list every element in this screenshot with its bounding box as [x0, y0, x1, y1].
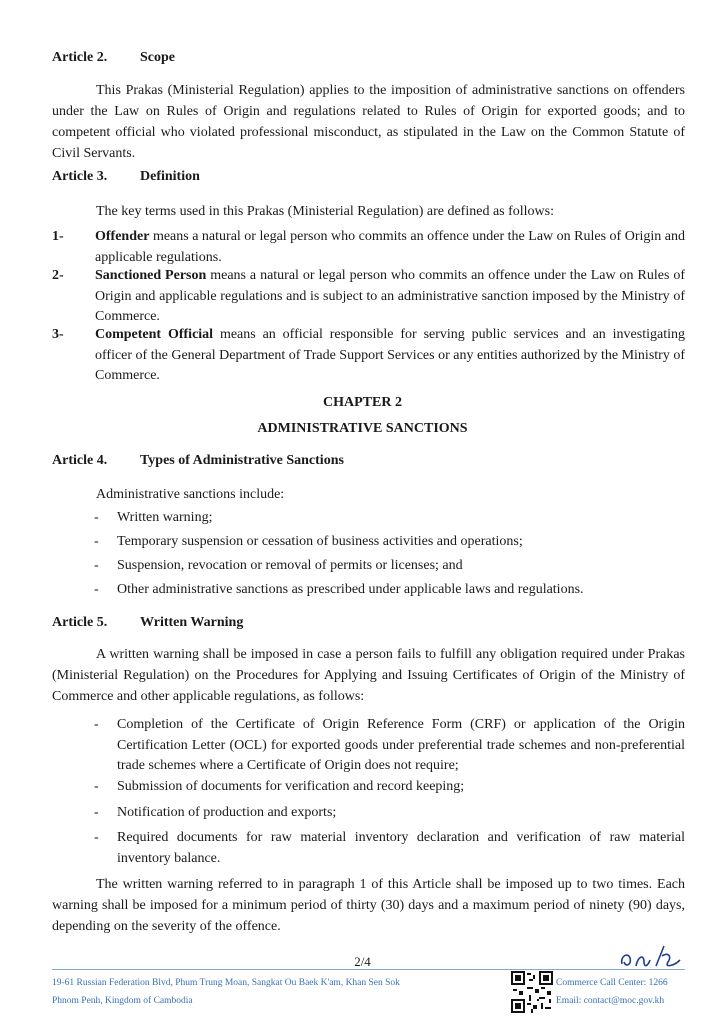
paragraph-text: This Prakas (Ministerial Regulation) applies to the imposition of administrative sanctions on offenders under the Law on Rules of Origin and regulations related to Rules of Origin for exported goods; and to competent official who violated professional misconduct, as stipulated in the Law on the Common Statute of Civil Servants.: [52, 83, 685, 161]
list-item: - Written warning;: [94, 510, 213, 525]
article-3-lead: The key terms used in this Prakas (Ministerial Regulation) are defined as follows:: [96, 204, 555, 219]
paragraph-text: A written warning shall be imposed in case a person fails to fulfill any obligation required under Prakas (Ministerial Regulation) on the Procedures for Applying and Issuing Certificates of Origin of the Ministry of Commerce and other applicable regulations, as follows:: [52, 647, 685, 704]
list-item: - Temporary suspension or cessation of business activities and operations;: [94, 534, 523, 549]
article-5-closing: [52, 874, 685, 937]
article-5-paragraph: [52, 644, 685, 707]
definition-term: Sanctioned Person: [95, 268, 207, 283]
definition-text: means a natural or legal person who commits an offence under the Law on Rules of Origin and applicable regulations and is subject to an administrative sanction imposed by the Ministry of Commerce.: [95, 268, 685, 324]
item-number: 1-: [52, 229, 64, 244]
chapter-title: ADMINISTRATIVE SANCTIONS: [257, 421, 468, 436]
article-title: Types of Administrative Sanctions: [140, 453, 344, 468]
item-number: 2-: [52, 268, 64, 283]
list-item: - Other administrative sanctions as prescribed under applicable laws and regulations.: [94, 582, 584, 597]
definition-item: [52, 227, 685, 268]
article-number: Article 3.: [52, 169, 108, 184]
article-number: Article 4.: [52, 453, 108, 468]
article-number: Article 2.: [52, 50, 108, 65]
definition-text: means an official responsible for serving public services and an investigating officer of the General Department of Trade Support Services or any entities authorized by the Ministry of Commerce.: [95, 327, 685, 383]
footer-address-line1: 19-61 Russian Federation Blvd, Phum Trung Moan, Sangkat Ou Baek K'am, Khan Sen Sok: [52, 978, 400, 988]
chapter-label: CHAPTER 2: [323, 395, 402, 410]
list-item: - Suspension, revocation or removal of permits or licenses; and: [94, 558, 463, 573]
qr-code-icon: [511, 971, 553, 1013]
article-title: Written Warning: [140, 615, 244, 630]
list-item: - Required documents for raw material inventory declaration and verification of raw material inventory balance.: [94, 830, 685, 866]
definition-text: means a natural or legal person who commits an offence under the Law on Rules of Origin and applicable regulations.: [95, 229, 685, 265]
article-4-heading: [52, 452, 344, 469]
list-item: - Completion of the Certificate of Origin Reference Form (CRF) or application of the Origin Certification Letter (OCL) for exported goods under preferential trade schemes and non-preferential trade schemes where a Certificate of Origin does not require;: [94, 717, 685, 773]
list-item: - Notification of production and exports;: [94, 805, 337, 820]
article-3-heading: [52, 168, 200, 185]
article-4-lead: Administrative sanctions include:: [96, 487, 285, 502]
article-title: Definition: [140, 169, 200, 184]
article-number: Article 5.: [52, 615, 108, 630]
article-2-paragraph: [52, 80, 685, 164]
footer-divider: [52, 969, 685, 970]
item-number: 3-: [52, 327, 64, 342]
definition-term: Offender: [95, 229, 150, 244]
article-title: Scope: [140, 50, 175, 65]
list-item: - Submission of documents for verification and record keeping;: [94, 779, 465, 794]
article-5-heading: [52, 614, 243, 631]
definition-term: Competent Official: [95, 327, 214, 342]
definition-item: [52, 325, 685, 387]
paragraph-text: The written warning referred to in paragraph 1 of this Article shall be imposed up to two times. Each warning shall be imposed for a minimum period of thirty (30) days and a maximum period of ninety (90) days, depending on the severity of the offence.: [52, 877, 685, 934]
footer-call-center: Commerce Call Center: 1266: [556, 978, 668, 988]
page-number: 2/4: [354, 954, 371, 969]
signature-initials: [618, 942, 686, 972]
footer-address-line2: Phnom Penh, Kingdom of Cambodia: [52, 996, 193, 1006]
definition-item: [52, 266, 685, 328]
article-2-heading: [52, 49, 175, 66]
footer-email: Email: contact@moc.gov.kh: [556, 996, 665, 1006]
